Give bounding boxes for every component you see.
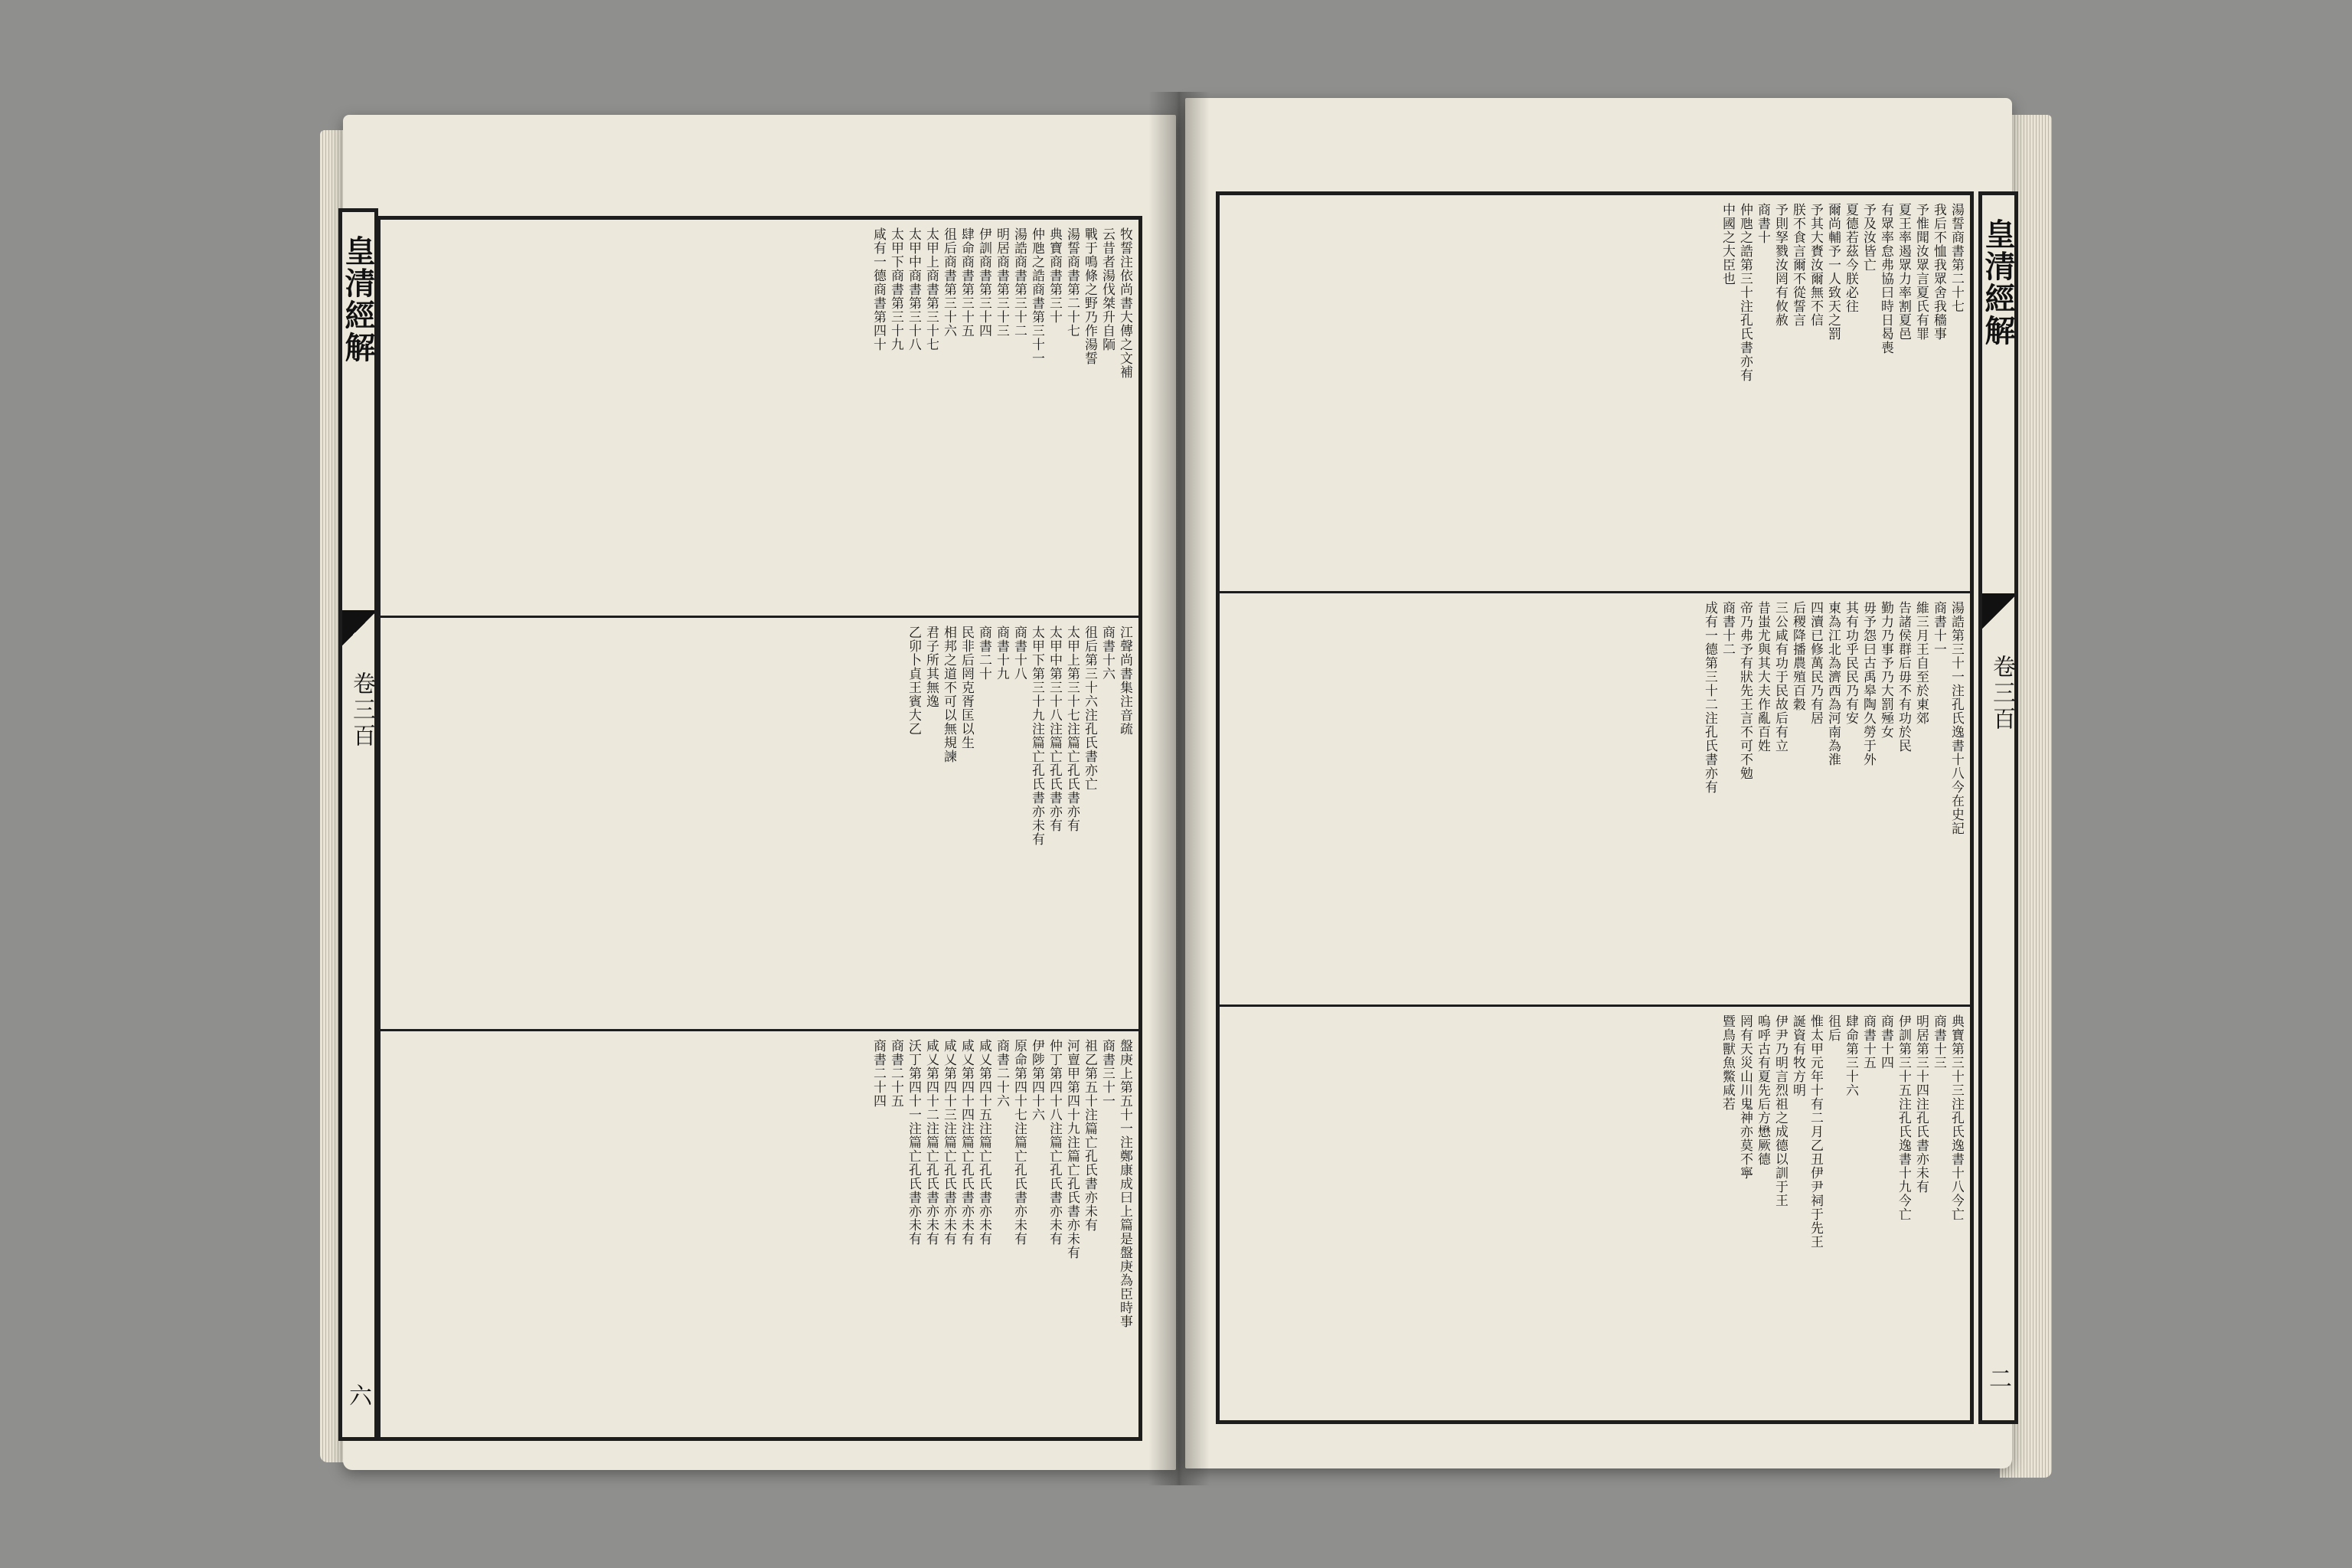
text-column: 商書十 <box>1755 203 1770 244</box>
text-column: 商書十九 <box>994 626 1009 681</box>
text-column: 三公咸有功于民故后有立 <box>1772 601 1788 753</box>
text-column: 我后不恤我眾舍我穡事 <box>1931 203 1946 341</box>
text-column: 太甲中第三十八注篇亡孔氏書亦有 <box>1047 626 1062 832</box>
text-column: 咸乂第四十五注篇亡孔氏書亦未有 <box>976 1039 991 1246</box>
text-column: 商書十一 <box>1931 601 1946 656</box>
text-column: 朕不食言爾不從誓言 <box>1790 203 1805 327</box>
left-fold-volume: 卷三百 <box>348 671 375 750</box>
text-column: 太甲下第三十九注篇亡孔氏書亦未有 <box>1029 626 1044 846</box>
text-column: 盤庚上第五十一注鄭康成曰上篇是盤庚為臣時事 <box>1117 1039 1132 1328</box>
right-band-bottom <box>1220 1007 1970 1420</box>
text-column: 商書十六 <box>1099 626 1115 681</box>
text-column: 君子所其無逸 <box>923 626 939 708</box>
text-column: 商書二十四 <box>871 1039 886 1108</box>
text-column: 夏王率遏眾力率割夏邑 <box>1896 203 1911 341</box>
text-column: 明居第三十四注孔氏書亦未有 <box>1913 1014 1929 1194</box>
text-column: 戰于鳴條之野乃作湯誓 <box>1082 227 1097 365</box>
left-band-middle <box>381 618 1138 1031</box>
text-column: 咸乂第四十三注篇亡孔氏書亦未有 <box>941 1039 956 1246</box>
text-column: 肆命第三十六 <box>1843 1014 1858 1097</box>
right-fold-strip <box>1978 191 2018 1424</box>
text-column: 惟太甲元年十有二月乙丑伊尹祠于先王 <box>1808 1014 1823 1249</box>
right-band-top <box>1220 195 1970 593</box>
text-column: 商書十八 <box>1011 626 1027 681</box>
left-fold-title: 皇清經解 <box>340 235 376 364</box>
left-band-bottom <box>381 1031 1138 1445</box>
fish-tail-mark <box>1982 593 2014 632</box>
text-column: 咸乂第四十二注篇亡孔氏書亦未有 <box>923 1039 939 1246</box>
text-column: 毋予怨曰古禹皋陶久勞于外 <box>1860 601 1876 766</box>
left-fold-strip <box>338 208 378 1441</box>
right-page <box>1185 98 2016 1468</box>
text-column: 商書十三 <box>1931 1014 1946 1070</box>
text-column: 明居商書第三十三 <box>994 227 1009 338</box>
text-column: 夏德若茲今朕必往 <box>1843 203 1858 313</box>
fish-tail-mark <box>342 610 374 648</box>
text-column: 湯誓商書第二十七 <box>1064 227 1080 338</box>
text-column: 江聲尚書集注音疏 <box>1117 626 1132 736</box>
text-column: 商書三十一 <box>1099 1039 1115 1108</box>
text-column: 伊訓第三十五注孔氏逸書十九今亡 <box>1896 1014 1911 1221</box>
text-column: 咸有一德商書第四十 <box>871 227 886 351</box>
text-column: 典寶商書第三十 <box>1047 227 1062 324</box>
text-column: 湯誥商書第三十二 <box>1011 227 1027 338</box>
text-column: 徂后 <box>1825 1014 1841 1042</box>
text-column: 帝乃弗予有狀先王言不可不勉 <box>1737 601 1753 780</box>
text-column: 牧誓注依尚書大傳之文補 <box>1117 227 1132 379</box>
text-column: 相邦之道不可以無規諫 <box>941 626 956 763</box>
text-column: 予惟聞汝眾言夏氏有罪 <box>1913 203 1929 341</box>
text-column: 東為江北為濟西為河南為淮 <box>1825 601 1841 766</box>
left-page <box>340 115 1176 1470</box>
text-column: 罔有天災山川鬼神亦莫不寧 <box>1737 1014 1753 1180</box>
text-column: 商書十二 <box>1720 601 1735 656</box>
text-column: 沃丁第四十一注篇亡孔氏書亦未有 <box>906 1039 921 1246</box>
text-column: 商書二十五 <box>888 1039 903 1108</box>
right-fold-title: 皇清經解 <box>1980 218 2016 347</box>
text-column: 暨鳥獸魚鱉咸若 <box>1720 1014 1735 1111</box>
text-column: 其有功乎民民乃有安 <box>1843 601 1858 725</box>
text-column: 爾尚輔予一人致天之罰 <box>1825 203 1841 341</box>
text-column: 維三月王自至於東郊 <box>1913 601 1929 725</box>
text-column: 予其大賚汝爾無不信 <box>1808 203 1823 327</box>
text-column: 勤力乃事予乃大罰殛女 <box>1878 601 1893 739</box>
text-column: 湯誥第三十一注孔氏逸書十八今在史記 <box>1949 601 1964 835</box>
text-column: 商書十五 <box>1860 1014 1876 1070</box>
text-column: 昔蚩尤與其大夫作亂百姓 <box>1755 601 1770 753</box>
text-column: 商書二十 <box>976 626 991 681</box>
text-column: 伊陟第四十六 <box>1029 1039 1044 1122</box>
text-column: 太甲中商書第三十八 <box>906 227 921 351</box>
text-column: 太甲上第三十七注篇亡孔氏書亦有 <box>1064 626 1080 832</box>
left-band-top <box>381 220 1138 618</box>
text-column: 后稷降播農殖百穀 <box>1790 601 1805 711</box>
right-page-frame <box>1216 191 1974 1424</box>
text-column: 太甲上商書第三十七 <box>923 227 939 351</box>
text-column: 河亶甲第四十九注篇亡孔氏書亦未有 <box>1064 1039 1080 1259</box>
text-column: 仲虺之誥商書第三十一 <box>1029 227 1044 365</box>
text-column: 肆命商書第三十五 <box>959 227 974 338</box>
text-column: 乙卯卜貞王賓大乙 <box>906 626 921 736</box>
right-band-middle <box>1220 593 1970 1007</box>
text-column: 仲丁第四十八注篇亡孔氏書亦未有 <box>1047 1039 1062 1246</box>
text-column: 予則孥戮汝罔有攸赦 <box>1772 203 1788 327</box>
right-fold-page-number: 二 <box>1984 1367 2011 1390</box>
text-column: 民非后罔克胥匡以生 <box>959 626 974 750</box>
text-column: 成有一德第三十二注孔氏書亦有 <box>1702 601 1717 794</box>
text-column: 太甲下商書第三十九 <box>888 227 903 351</box>
left-page-frame <box>377 216 1142 1441</box>
text-column: 告諸侯群后毋不有功於民 <box>1896 601 1911 753</box>
text-column: 仲虺之誥第三十注孔氏書亦有 <box>1737 203 1753 382</box>
text-column: 徂后商書第三十六 <box>941 227 956 338</box>
left-fold-page-number: 六 <box>345 1383 371 1406</box>
text-column: 典寶第三十三注孔氏逸書十八今亡 <box>1949 1014 1964 1221</box>
text-column: 原命第四十七注篇亡孔氏書亦未有 <box>1011 1039 1027 1246</box>
right-fold-volume: 卷三百 <box>1988 655 2015 733</box>
text-column: 四瀆已修萬民乃有居 <box>1808 601 1823 725</box>
text-column: 誕資有牧方明 <box>1790 1014 1805 1097</box>
text-column: 嗚呼古有夏先后方懋厥德 <box>1755 1014 1770 1166</box>
text-column: 云昔者湯伐桀升自陑 <box>1099 227 1115 351</box>
text-column: 予及汝皆亡 <box>1860 203 1876 272</box>
text-column: 伊訓商書第三十四 <box>976 227 991 338</box>
text-column: 商書二十六 <box>994 1039 1009 1108</box>
text-column: 商書十四 <box>1878 1014 1893 1070</box>
text-column: 中國之大臣也 <box>1720 203 1735 286</box>
text-column: 有眾率怠弗協曰時日曷喪 <box>1878 203 1893 354</box>
text-column: 徂后第三十六注孔氏書亦亡 <box>1082 626 1097 791</box>
text-column: 咸乂第四十四注篇亡孔氏書亦未有 <box>959 1039 974 1246</box>
text-column: 湯誓商書第二十七 <box>1949 203 1964 313</box>
text-column: 祖乙第五十注篇亡孔氏書亦未有 <box>1082 1039 1097 1232</box>
text-column: 伊尹乃明言烈祖之成德以訓于王 <box>1772 1014 1788 1207</box>
